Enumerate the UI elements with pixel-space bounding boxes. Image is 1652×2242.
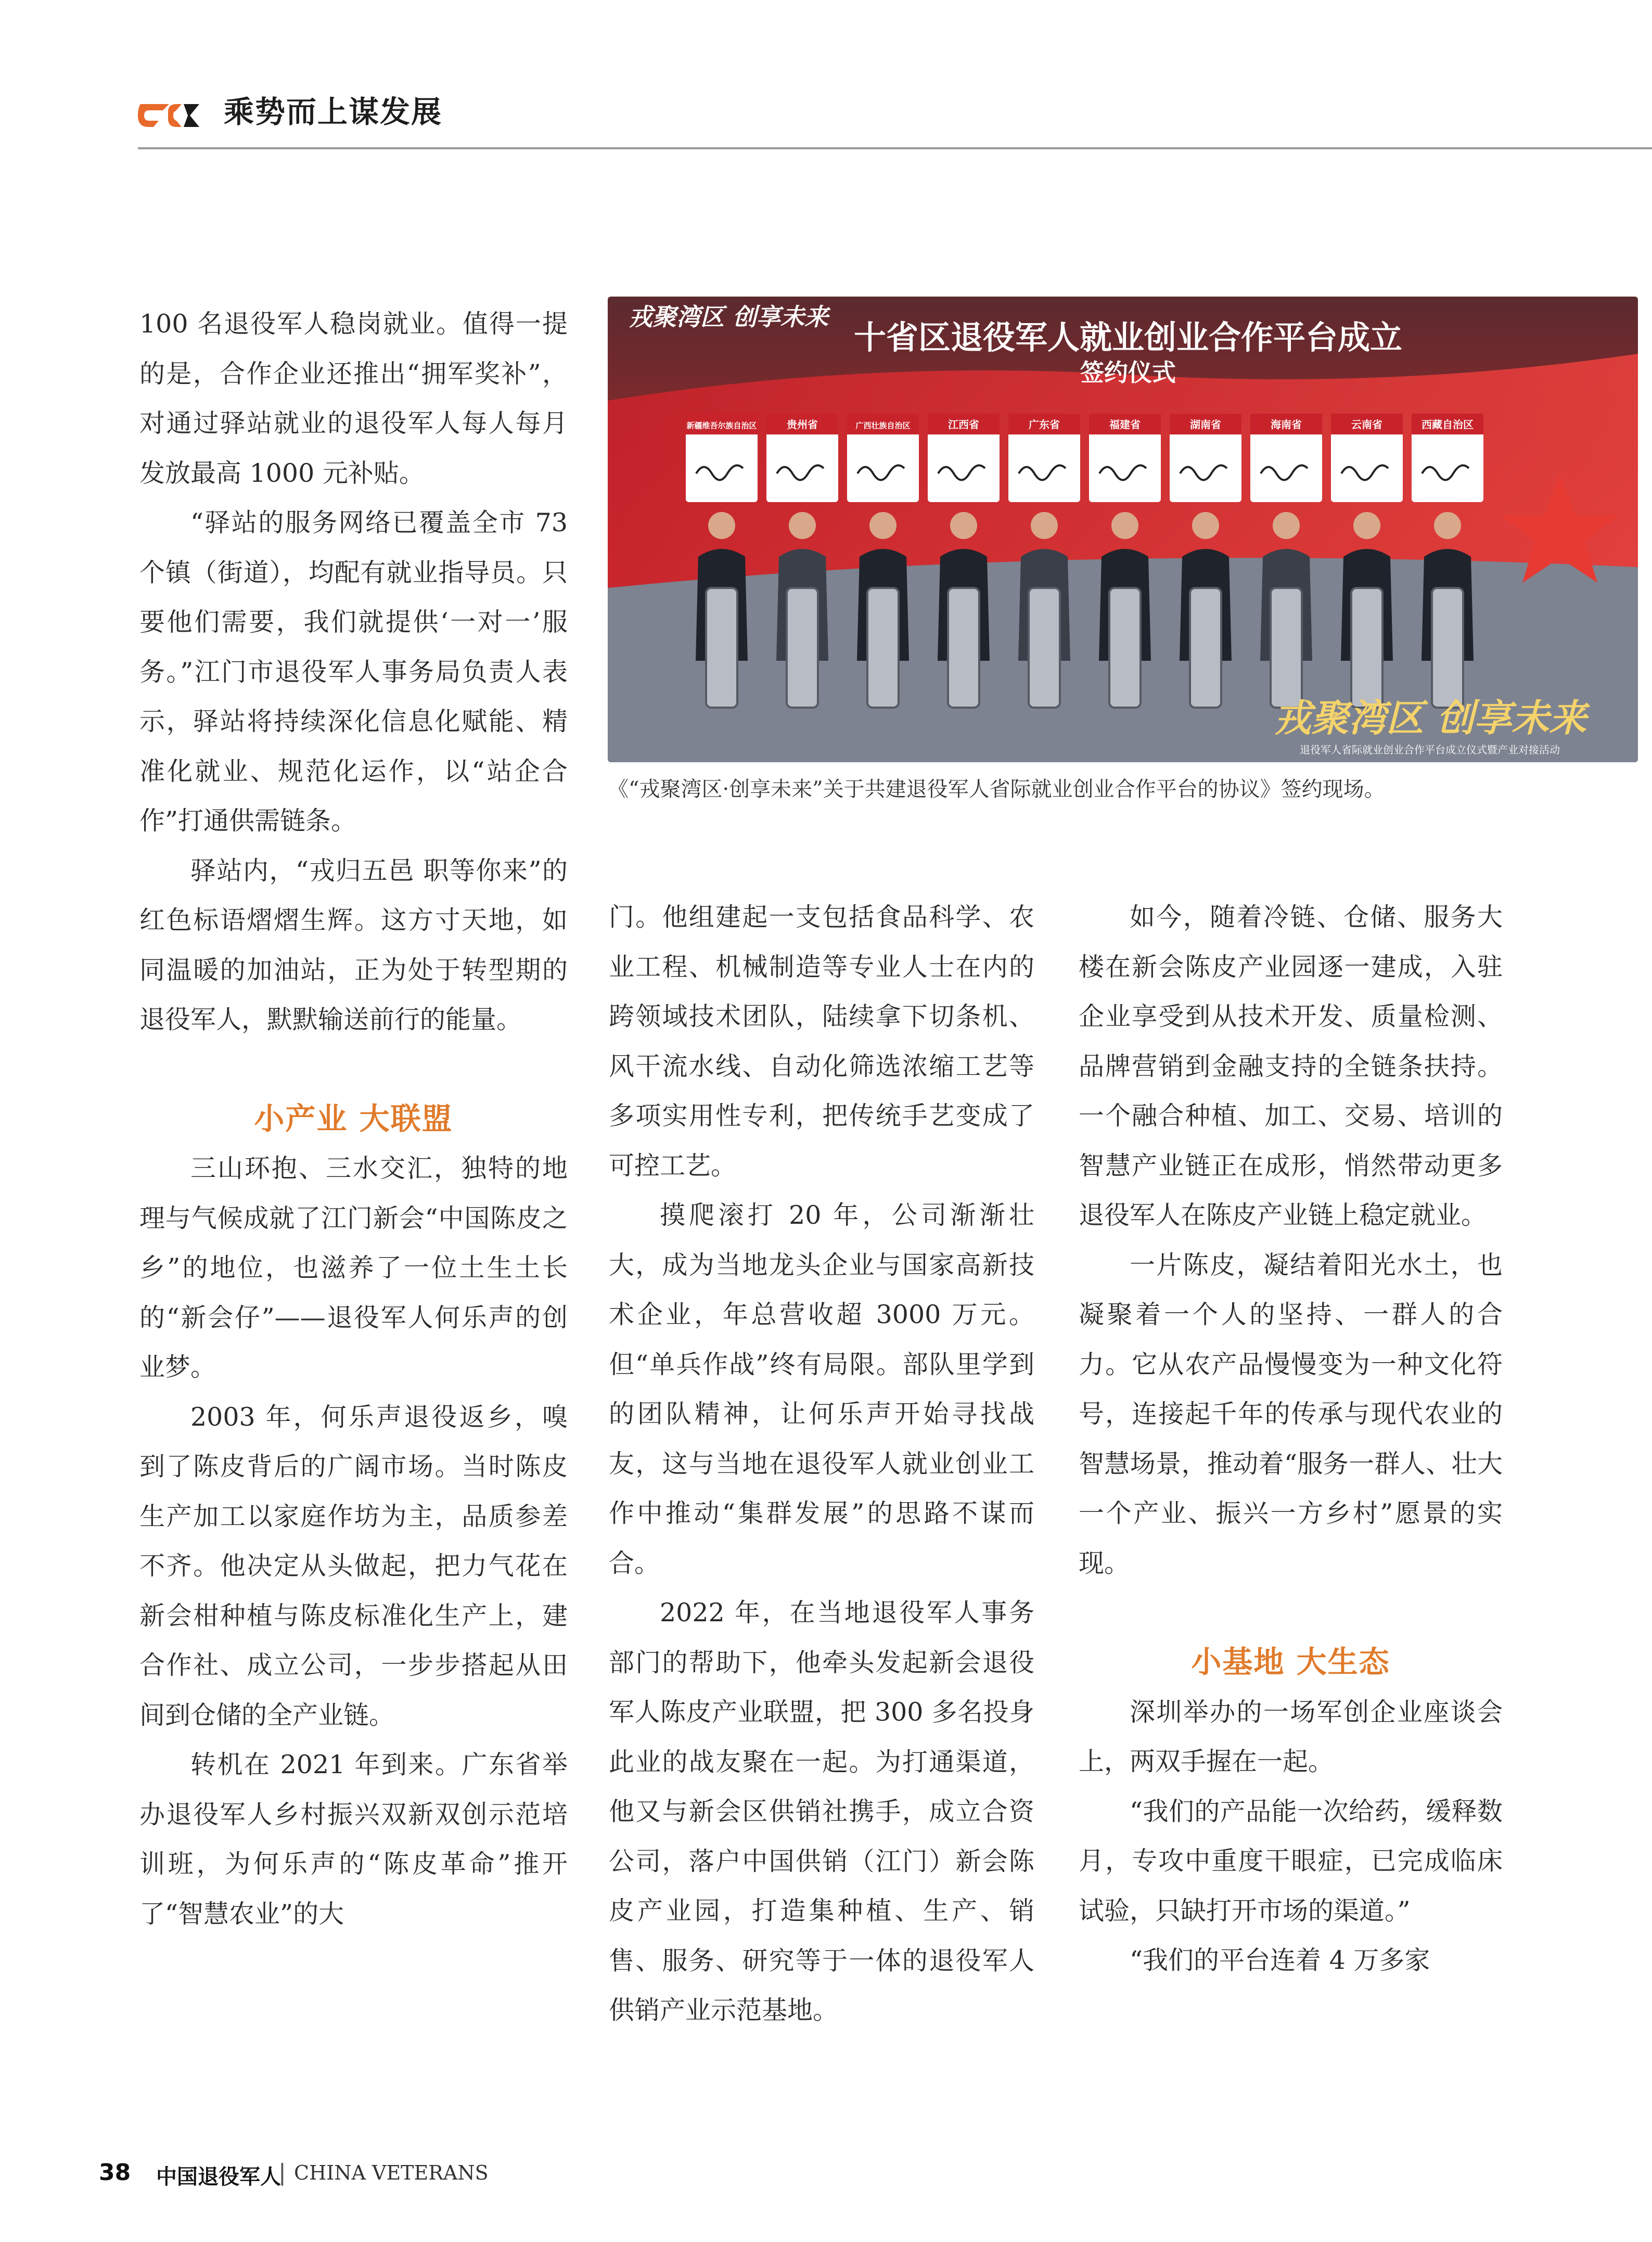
paragraph: 100 名退役军人稳岗就业。值得一提的是，合作企业还推出“拥军奖补”，对通过驿站就业的退役军人每人每月发放最高 1000 元补贴。 (139, 309, 568, 488)
province-label: 湖南省 (1190, 418, 1221, 431)
paragraph: 三山环抱、三水交汇，独特的地理与气候成就了江门新会“中国陈皮之乡”的地位，也滋养了一位土生土长的“新会仔”——退役军人何乐声的创业梦。 (139, 1154, 568, 1382)
province-label: 新疆维吾尔族自治区 (686, 421, 757, 430)
page-header (0, 0, 1652, 151)
photo-caption: 《“戎聚湾区·创享未来”关于共建退役军人省际就业创业合作平台的协议》签约现场。 (608, 777, 1385, 801)
province-label: 海南省 (1271, 418, 1302, 431)
signer-head (1192, 512, 1219, 539)
paragraph: 摸爬滚打 20 年，公司渐渐壮大，成为当地龙头企业与国家高新技术企业，年总营收超 3000 万元。但“单兵作战”终有局限。部队里学到的团队精神，让何乐声开始寻找战友，这与当地在退役军人就业创业工作中推动“集群发展”的思路不谋而合。 (609, 1200, 1034, 1578)
signer-head (1111, 512, 1138, 539)
province-label: 云南省 (1351, 418, 1382, 431)
province-label: 西藏自治区 (1422, 418, 1474, 431)
signing-kiosk (787, 588, 818, 708)
page-number: 38 (99, 2159, 131, 2186)
paragraph: 2003 年，何乐声退役返乡，嗅到了陈皮背后的广阔市场。当时陈皮生产加工以家庭作坊为主，品质参差不齐。他决定从头做起，把力气花在新会柑种植与陈皮标准化生产上，建合作社、成立公司，一步步搭起从田间到仓储的全产业链。 (139, 1402, 568, 1730)
signing-kiosk (1029, 588, 1060, 708)
signing-kiosk (1109, 588, 1141, 708)
province-label: 贵州省 (787, 418, 818, 431)
province-label: 广西壮族自治区 (855, 421, 911, 430)
event-logo-text: 戎聚湾区 创享未来 (629, 303, 829, 331)
province-label: 福建省 (1109, 418, 1141, 431)
province-label: 江西省 (948, 418, 979, 431)
corner-logo-text: 戎聚湾区 创享未来 (1274, 696, 1587, 740)
paragraph: 驿站内，“戎归五邑 职等你来”的红色标语熠熠生辉。这方寸天地，如同温暖的加油站，正为处于转型期的退役军人，默默输送前行的能量。 (139, 855, 568, 1034)
magazine-name: 中国退役军人 (156, 2165, 281, 2189)
article-column-2 (609, 892, 1034, 2035)
paragraph: 门。他组建起一支包括食品科学、农业工程、机械制造等专业人士在内的跨领域技术团队，陆续拿下切条机、风干流水线、自动化筛选浓缩工艺等多项实用性专利，把传统手艺变成了可控工艺。 (609, 902, 1034, 1181)
paragraph: 转机在 2021 年到来。广东省举办退役军人乡村振兴双新双创示范培训班，为何乐声的“陈皮革命”推开了“智慧农业”的大 (139, 1750, 568, 1929)
article-column-3 (1079, 892, 1503, 1985)
subheading: 小基地 大生态 (1191, 1644, 1390, 1680)
signing-kiosk (706, 588, 737, 708)
banner-subtitle: 签约仪式 (1080, 358, 1176, 387)
signer-head (1434, 512, 1461, 539)
signing-kiosk (1351, 588, 1382, 708)
signer-head (1353, 512, 1380, 539)
subheading: 小产业 大联盟 (254, 1100, 453, 1136)
magazine-logo-icon (138, 88, 200, 135)
signing-ceremony-illustration (608, 297, 1638, 762)
corner-sub-text: 退役军人省际就业创业合作平台成立仪式暨产业对接活动 (1300, 744, 1560, 756)
province-label: 广东省 (1029, 418, 1060, 431)
signer-head (1031, 512, 1058, 539)
signing-kiosk (948, 588, 979, 708)
event-photo (608, 297, 1638, 762)
footer-separator: | (278, 2159, 286, 2186)
signer-head (869, 512, 897, 539)
magazine-english-name: CHINA VETERANS (294, 2161, 489, 2184)
paragraph: “我们的平台连着 4 万多家 (1130, 1945, 1430, 1975)
section-title: 乘势而上谋发展 (224, 94, 443, 130)
signer-head (708, 512, 735, 539)
signing-kiosk (1432, 588, 1463, 708)
article-column-1 (139, 299, 568, 1939)
paragraph: “驿站的服务网络已覆盖全市 73 个镇（街道），均配有就业指导员。只要他们需要，我们就提供‘一对一’服务。”江门市退役军人事务局负责人表示，驿站将持续深化信息化赋能、精准化就业、规范化运作，以“站企合作”打通供需链条。 (139, 508, 568, 836)
paragraph: 一片陈皮，凝结着阳光水土，也凝聚着一个人的坚持、一群人的合力。它从农产品慢慢变为一种文化符号，连接起千年的传承与现代农业的智慧场景，推动着“服务一群人、壮大一个产业、振兴一方乡村”愿景的实现。 (1079, 1250, 1503, 1578)
signing-kiosk (1271, 588, 1302, 708)
signing-kiosk (1190, 588, 1221, 708)
signer-head (950, 512, 977, 539)
banner-title: 十省区退役军人就业创业合作平台成立 (853, 318, 1403, 356)
signer-head (1273, 512, 1300, 539)
paragraph: 如今，随着冷链、仓储、服务大楼在新会陈皮产业园逐一建成，入驻企业享受到从技术开发、质量检测、品牌营销到金融支持的全链条扶持。一个融合种植、加工、交易、培训的智慧产业链正在成形，悄然带动更多退役军人在陈皮产业链上稳定就业。 (1079, 902, 1503, 1230)
signer-head (789, 512, 816, 539)
header-divider (138, 147, 1652, 149)
signing-kiosk (867, 588, 899, 708)
paragraph: 深圳举办的一场军创企业座谈会上，两双手握在一起。 (1079, 1697, 1503, 1776)
paragraph: 2022 年，在当地退役军人事务部门的帮助下，他牵头发起新会退役军人陈皮产业联盟，把 300 多名投身此业的战友聚在一起。为打通渠道，他又与新会区供销社携手，成立合资公司，落户中国供销（江门）新会陈皮产业园，打造集种植、生产、销售、服务、研究等于一体的退役军人供销产业示范基地。 (609, 1598, 1034, 2025)
paragraph: “我们的产品能一次给药，缓释数月，专攻中重度干眼症，已完成临床试验，只缺打开市场的渠道。” (1079, 1796, 1503, 1926)
